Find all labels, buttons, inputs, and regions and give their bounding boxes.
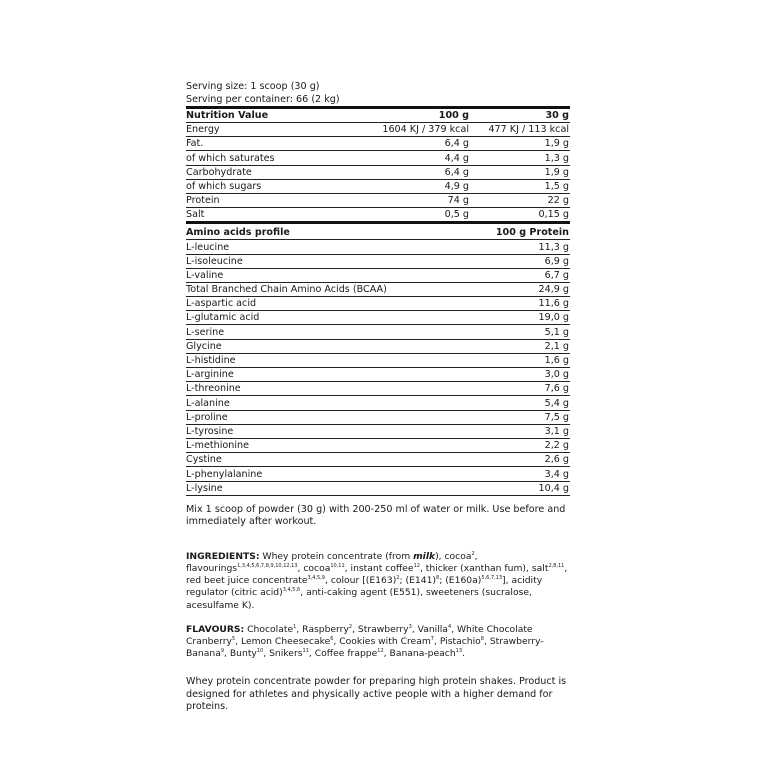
- amino-header-value: 100 g Protein: [470, 226, 570, 240]
- ingredients-text: , colour [(E163): [324, 575, 397, 587]
- amino-cell-value: 1,6 g: [470, 353, 570, 367]
- nutrition-header-label: Nutrition Value: [186, 108, 376, 123]
- amino-cell-value: 10,4 g: [470, 481, 570, 495]
- product-description: Whey protein concentrate powder for preparing high protein shakes. Product is designed for athletes and physically active people with a higher demand for proteins.: [186, 676, 567, 713]
- amino-cell-value: 5,4 g: [470, 396, 570, 410]
- flavour-item: Snikers: [269, 648, 303, 660]
- nutrition-cell-100g: 4,9 g: [376, 179, 470, 193]
- nutrition-label-sheet: [186, 81, 570, 714]
- amino-cell-label: L-glutamic acid: [186, 311, 470, 325]
- flavour-item: Banana-peach: [389, 648, 456, 660]
- ingredients-text: ; (E160a): [439, 575, 482, 587]
- nutrition-cell-30g: 22 g: [470, 193, 570, 207]
- footnote-ref: 2: [471, 550, 475, 557]
- serving-info: [186, 81, 570, 106]
- amino-row: [186, 438, 570, 452]
- flavour-item: Cookies with Cream: [339, 635, 431, 647]
- footnote-ref: 1,3,4,5,6,7,8,9,10,12,13: [237, 562, 298, 569]
- nutrition-row: [186, 137, 570, 151]
- amino-row: [186, 325, 570, 339]
- flavour-number: 8: [480, 635, 484, 642]
- amino-cell-label: L-alanine: [186, 396, 470, 410]
- amino-cell-value: 19,0 g: [470, 311, 570, 325]
- amino-cell-label: L-aspartic acid: [186, 297, 470, 311]
- amino-row: [186, 410, 570, 424]
- ingredients-block: [186, 551, 570, 612]
- amino-cell-label: L-phenylalanine: [186, 467, 470, 481]
- flavour-list: Chocolate$^1$, Raspberry$^2$, Strawberry$^3$, Vanilla$^4$, White Chocolate Cranberry$^5$, Lemon Cheesecake$^6$, Cookies with Cream$^7$, Pistachio$^8$, Strawberry-Banana$^9$, Bunty$^{10}$, Snikers$^{11}$, Coffee frappe$^{12}$, Banana-peach$^{13}$.: [186, 623, 544, 660]
- amino-cell-value: 11,6 g: [470, 297, 570, 311]
- footnote-ref: 3,4,5,6: [282, 587, 301, 594]
- flavour-item: Bunty: [229, 648, 257, 660]
- serving-per-container: Serving per container: 66 (2 kg): [186, 93, 340, 105]
- nutrition-cell-100g: 74 g: [376, 193, 470, 207]
- flavour-number: 3: [408, 623, 412, 630]
- flavour-number: 10: [256, 648, 264, 655]
- flavour-number: 9: [220, 648, 225, 655]
- amino-row: [186, 453, 570, 467]
- ingredients-text: Whey protein concentrate (from: [259, 550, 414, 562]
- amino-cell-label: L-methionine: [186, 438, 470, 452]
- amino-row: [186, 467, 570, 481]
- amino-cell-label: L-threonine: [186, 382, 470, 396]
- amino-row: [186, 311, 570, 325]
- nutrition-header-100g: 100 g: [376, 108, 470, 123]
- nutrition-cell-100g: 4,4 g: [376, 151, 470, 165]
- amino-row: [186, 339, 570, 353]
- amino-row: [186, 481, 570, 495]
- nutrition-cell-100g: 0,5 g: [376, 208, 470, 223]
- amino-cell-value: 2,6 g: [470, 453, 570, 467]
- amino-header-label: Amino acids profile: [186, 226, 470, 240]
- amino-cell-label: Total Branched Chain Amino Acids (BCAA): [186, 282, 470, 296]
- flavour-number: 11: [302, 648, 309, 655]
- flavour-item: Chocolate: [247, 623, 294, 635]
- flavours-block: [186, 624, 570, 661]
- footnote-ref: 2: [396, 575, 400, 582]
- amino-row: [186, 368, 570, 382]
- amino-cell-value: 5,1 g: [470, 325, 570, 339]
- amino-cell-label: Glycine: [186, 339, 470, 353]
- amino-cell-label: L-leucine: [186, 240, 470, 254]
- flavour-item: Coffee frappe: [314, 648, 378, 660]
- amino-cell-label: L-isoleucine: [186, 254, 470, 268]
- flavour-number: 12: [377, 648, 384, 655]
- nutrition-cell-30g: 0,15 g: [470, 208, 570, 223]
- nutrition-cell-30g: 1,3 g: [470, 151, 570, 165]
- amino-cell-label: L-lysine: [186, 481, 470, 495]
- amino-cell-label: L-histidine: [186, 353, 470, 367]
- nutrition-cell-30g: 1,9 g: [470, 165, 570, 179]
- amino-row: [186, 240, 570, 254]
- amino-cell-label: L-arginine: [186, 368, 470, 382]
- amino-row: [186, 282, 570, 296]
- footnote-ref: 10,11: [330, 562, 345, 569]
- nutrition-cell-label: Salt: [186, 208, 376, 223]
- flavour-number: 2: [348, 623, 353, 630]
- nutrition-cell-30g: 1,9 g: [470, 137, 570, 151]
- nutrition-row: [186, 151, 570, 165]
- nutrition-cell-100g: 6,4 g: [376, 165, 470, 179]
- amino-cell-value: 6,7 g: [470, 268, 570, 282]
- amino-cell-value: 2,1 g: [470, 339, 570, 353]
- nutrition-cell-30g: 1,5 g: [470, 179, 570, 193]
- amino-header-row: [186, 226, 570, 240]
- amino-cell-label: Cystine: [186, 453, 470, 467]
- amino-cell-value: 11,3 g: [470, 240, 570, 254]
- flavour-number: 7: [430, 635, 434, 642]
- ingredients-text: , thicker (xanthan fum), salt: [419, 562, 549, 574]
- nutrition-cell-label: Fat.: [186, 137, 376, 151]
- footnote-ref: 12: [413, 562, 420, 569]
- nutrition-header-30g: 30 g: [470, 108, 570, 123]
- footnote-ref: 5,6,7,13: [481, 575, 503, 582]
- flavour-item: Pistachio: [439, 635, 481, 647]
- amino-row: [186, 297, 570, 311]
- amino-cell-label: L-proline: [186, 410, 470, 424]
- nutrition-row: [186, 123, 570, 137]
- amino-row: [186, 396, 570, 410]
- flavour-item: Raspberry: [302, 623, 349, 635]
- amino-cell-value: 2,2 g: [470, 438, 570, 452]
- nutrition-cell-label: Carbohydrate: [186, 165, 376, 179]
- nutrition-cell-label: of which saturates: [186, 151, 376, 165]
- nutrition-row: [186, 165, 570, 179]
- amino-cell-value: 6,9 g: [470, 254, 570, 268]
- flavours-label: FLAVOURS:: [186, 623, 245, 635]
- amino-cell-value: 7,6 g: [470, 382, 570, 396]
- nutrition-cell-label: of which sugars: [186, 179, 376, 193]
- nutrition-cell-30g: 477 KJ / 113 kcal: [470, 123, 570, 137]
- ingredients-text: ; (E141): [399, 575, 437, 587]
- amino-cell-label: L-serine: [186, 325, 470, 339]
- amino-row: [186, 268, 570, 282]
- ingredients-label: INGREDIENTS:: [186, 550, 260, 562]
- nutrition-header-row: [186, 108, 570, 123]
- ingredients-text: ], acidity regulator (citric acid): [186, 575, 543, 599]
- nutrition-cell-label: Energy: [186, 123, 376, 137]
- ingredients-text: , instant coffee: [344, 562, 414, 574]
- amino-cell-value: 3,1 g: [470, 424, 570, 438]
- flavour-number: 5: [231, 635, 236, 642]
- nutrition-cell-100g: 6,4 g: [376, 137, 470, 151]
- nutrition-table: [186, 106, 570, 224]
- flavour-item: Strawberry: [357, 623, 409, 635]
- amino-cell-value: 3,0 g: [470, 368, 570, 382]
- amino-cell-label: L-valine: [186, 268, 470, 282]
- flavour-item: Vanilla: [417, 623, 448, 635]
- flavour-item: White Chocolate Cranberry: [186, 623, 533, 647]
- allergen-milk: milk: [413, 550, 436, 562]
- usage-instructions: Mix 1 scoop of powder (30 g) with 200-250 ml of water or milk. Use before and immediately after workout.: [186, 503, 566, 528]
- nutrition-row: [186, 179, 570, 193]
- amino-acids-table: [186, 226, 570, 495]
- flavour-item: Lemon Cheesecake: [241, 635, 331, 647]
- nutrition-cell-100g: 1604 KJ / 379 kcal: [376, 123, 470, 137]
- ingredients-text: , anti-caking agent (E551), sweeteners (sucralose, acesulfame K).: [186, 587, 532, 611]
- flavour-number: 4: [447, 623, 452, 630]
- nutrition-row: [186, 208, 570, 223]
- ingredients-text: , flavourings: [186, 550, 478, 574]
- amino-row: [186, 382, 570, 396]
- ingredients-text: , red beet juice concentrate: [186, 562, 568, 587]
- amino-row: [186, 424, 570, 438]
- amino-row: [186, 254, 570, 268]
- amino-cell-label: L-tyrosine: [186, 424, 470, 438]
- flavour-number: 13: [455, 648, 463, 655]
- amino-row: [186, 353, 570, 367]
- amino-cell-value: 24,9 g: [470, 282, 570, 296]
- nutrition-row: [186, 193, 570, 207]
- amino-cell-value: 7,5 g: [470, 410, 570, 424]
- flavour-number: 6: [330, 635, 334, 642]
- ingredients-text: , cocoa: [297, 562, 331, 574]
- ingredients-text: ), cocoa: [435, 550, 472, 562]
- footnote-ref: 3,4,5,9: [307, 575, 325, 582]
- serving-size: Serving size: 1 scoop (30 g): [186, 81, 320, 92]
- flavour-number: 1: [293, 623, 297, 630]
- footnote-ref: 2,8,11: [548, 562, 565, 569]
- footnote-ref: 8: [436, 575, 440, 582]
- flavour-item: Strawberry-Banana: [186, 635, 544, 660]
- nutrition-cell-label: Protein: [186, 193, 376, 207]
- amino-cell-value: 3,4 g: [470, 467, 570, 481]
